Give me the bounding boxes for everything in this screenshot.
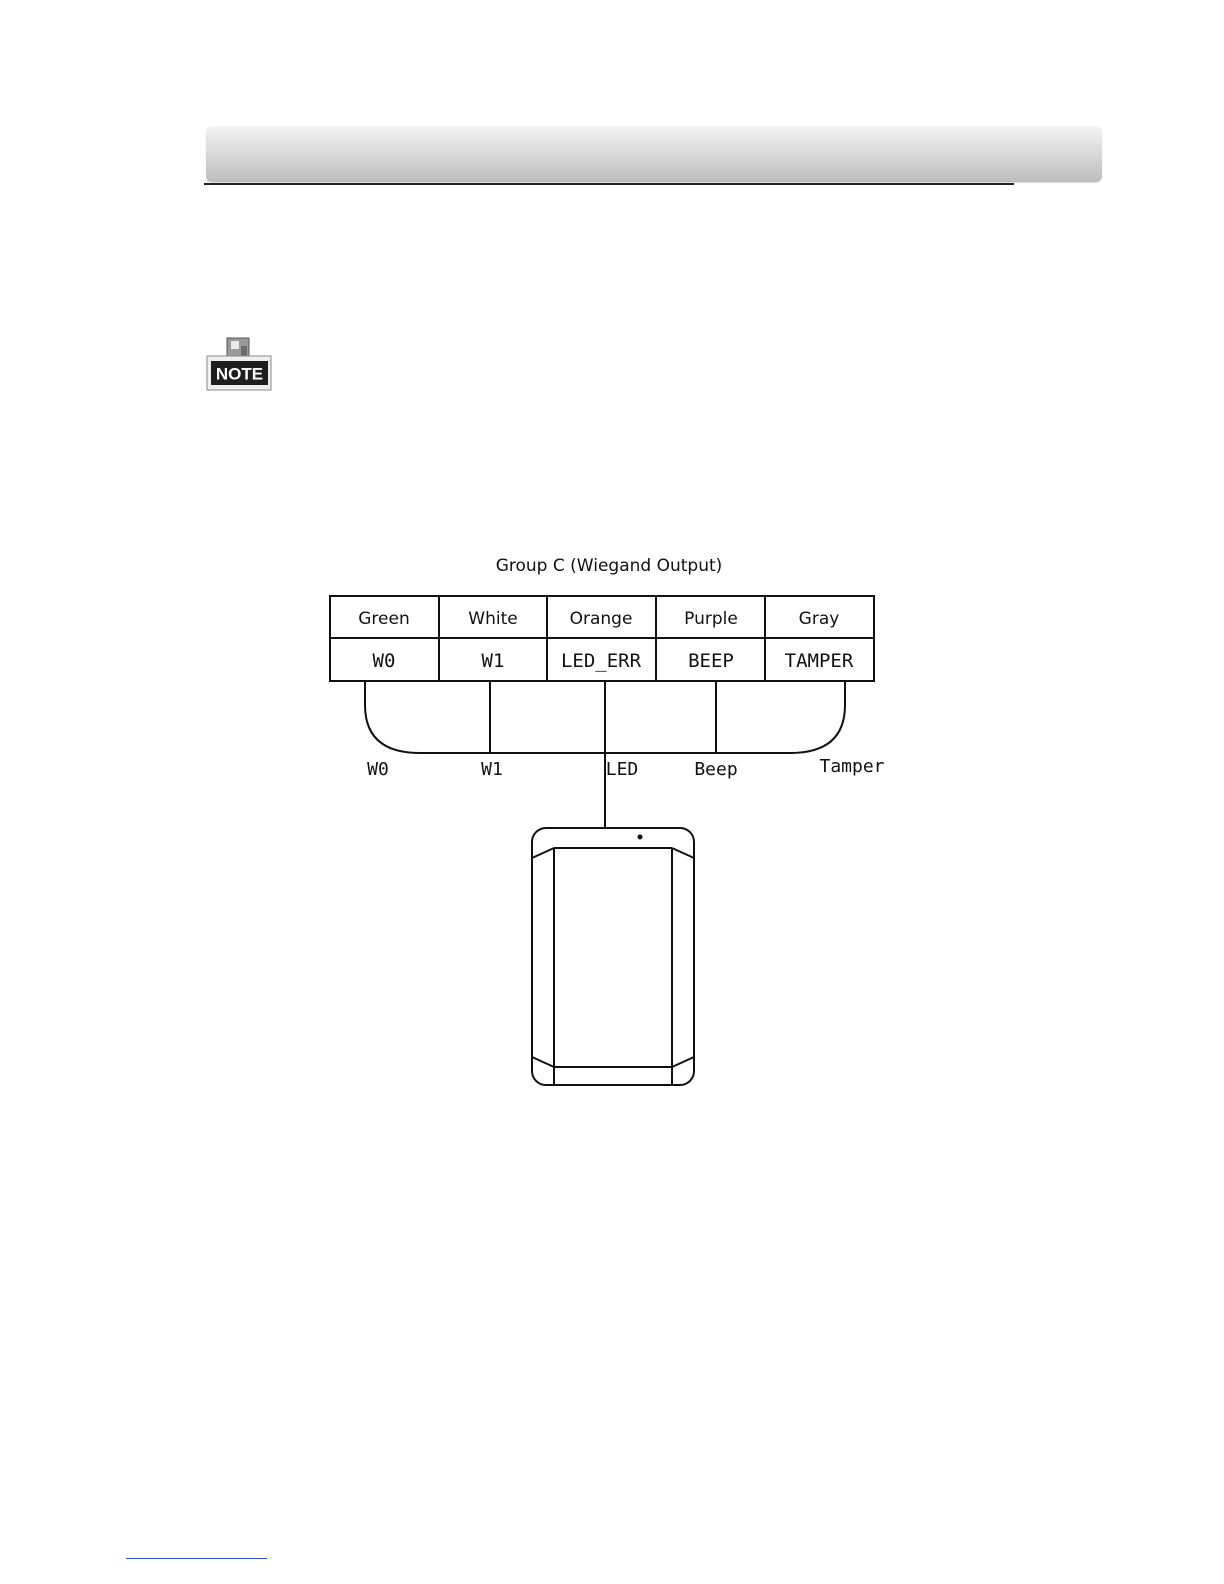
connection-label-led: LED — [605, 759, 639, 780]
wire-signal-orange: LED_ERR — [560, 650, 642, 672]
footer-link-underline — [126, 1558, 267, 1559]
wire-color-gray: Gray — [798, 609, 840, 629]
card-reader-device — [532, 828, 694, 1085]
wire-color-white: White — [468, 609, 518, 629]
wire-color-purple: Purple — [684, 609, 738, 629]
connection-label-w0: W0 — [367, 759, 389, 780]
connection-label-w1: W1 — [481, 759, 503, 780]
wire-tamper — [716, 681, 845, 753]
connection-label-tamper: Tamper — [819, 756, 885, 777]
reader-indicator-dot — [639, 836, 642, 839]
diagram-title: Group C (Wiegand Output) — [495, 556, 723, 576]
wire-signal-gray: TAMPER — [784, 650, 854, 672]
wire-signal-purple: BEEP — [688, 650, 734, 672]
connection-label-beep: Beep — [694, 759, 738, 780]
wire-signal-white: W1 — [481, 650, 505, 672]
wire-w0 — [365, 681, 490, 753]
wire-harness — [365, 681, 845, 828]
wire-signal-green: W0 — [372, 650, 396, 672]
wire-color-orange: Orange — [569, 609, 633, 629]
wire-color-green: Green — [358, 609, 410, 629]
note-badge-label: NOTE — [215, 364, 264, 384]
